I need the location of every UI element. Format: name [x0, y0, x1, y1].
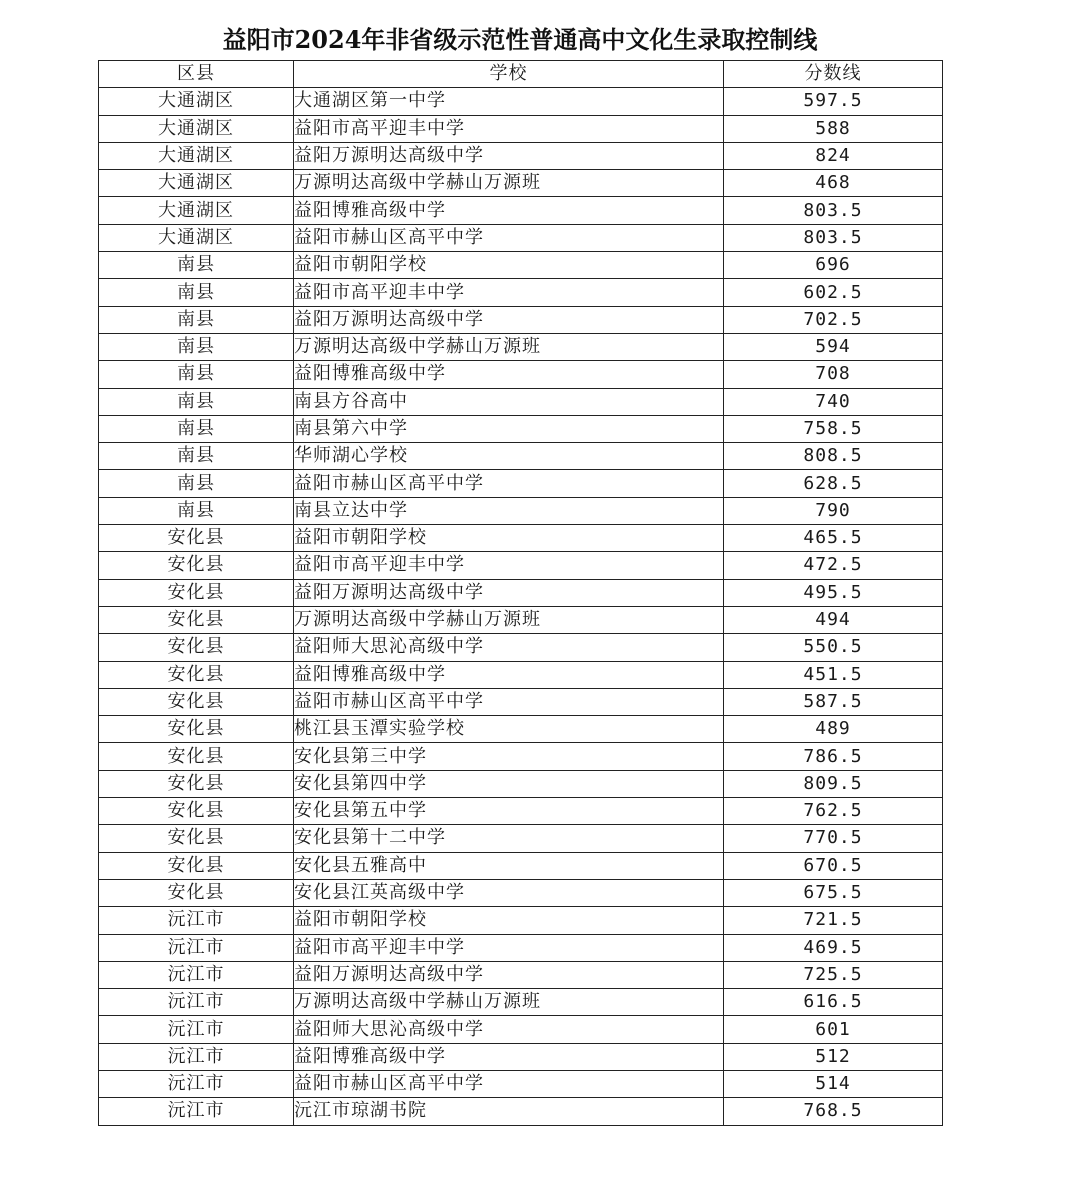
header-district: 区县	[99, 61, 294, 88]
table-row	[99, 716, 943, 743]
district-cell: 安化县	[99, 552, 294, 579]
table-row	[99, 497, 943, 524]
district-cell: 大通湖区	[99, 115, 294, 142]
score-cell: 472.5	[724, 552, 943, 579]
school-cell: 益阳博雅高级中学	[294, 361, 724, 388]
document-title: 益阳市2024年非省级示范性普通高中文化生录取控制线	[222, 25, 818, 54]
table-row	[99, 634, 943, 661]
score-cell: 468	[724, 170, 943, 197]
district-cell: 安化县	[99, 579, 294, 606]
district-cell: 大通湖区	[99, 197, 294, 224]
score-cell: 824	[724, 142, 943, 169]
district-cell: 南县	[99, 388, 294, 415]
district-cell: 南县	[99, 470, 294, 497]
district-cell: 沅江市	[99, 1016, 294, 1043]
table-row	[99, 552, 943, 579]
district-cell: 南县	[99, 252, 294, 279]
header-school: 学校	[294, 61, 724, 88]
table-row	[99, 907, 943, 934]
table-row	[99, 170, 943, 197]
district-cell: 安化县	[99, 825, 294, 852]
district-cell: 安化县	[99, 661, 294, 688]
score-cell: 708	[724, 361, 943, 388]
school-cell: 益阳博雅高级中学	[294, 1043, 724, 1070]
table-row	[99, 688, 943, 715]
school-cell: 益阳市高平迎丰中学	[294, 552, 724, 579]
score-cell: 809.5	[724, 770, 943, 797]
school-cell: 益阳万源明达高级中学	[294, 579, 724, 606]
table-row	[99, 361, 943, 388]
district-cell: 沅江市	[99, 989, 294, 1016]
table-row	[99, 306, 943, 333]
table-row	[99, 879, 943, 906]
district-cell: 安化县	[99, 688, 294, 715]
table-row	[99, 115, 943, 142]
school-cell: 益阳万源明达高级中学	[294, 961, 724, 988]
table-row	[99, 142, 943, 169]
score-cell: 670.5	[724, 852, 943, 879]
school-cell: 益阳市高平迎丰中学	[294, 279, 724, 306]
district-cell: 安化县	[99, 798, 294, 825]
district-cell: 沅江市	[99, 934, 294, 961]
district-cell: 南县	[99, 415, 294, 442]
table-row	[99, 743, 943, 770]
score-cell: 597.5	[724, 88, 943, 115]
school-cell: 安化县第四中学	[294, 770, 724, 797]
table-row	[99, 224, 943, 251]
score-cell: 762.5	[724, 798, 943, 825]
school-cell: 益阳市赫山区高平中学	[294, 1070, 724, 1097]
district-cell: 安化县	[99, 634, 294, 661]
district-cell: 沅江市	[99, 961, 294, 988]
school-cell: 益阳博雅高级中学	[294, 197, 724, 224]
score-cell: 786.5	[724, 743, 943, 770]
table-row	[99, 333, 943, 360]
score-cell: 740	[724, 388, 943, 415]
school-cell: 益阳万源明达高级中学	[294, 306, 724, 333]
score-cell: 495.5	[724, 579, 943, 606]
district-cell: 大通湖区	[99, 224, 294, 251]
district-cell: 南县	[99, 306, 294, 333]
district-cell: 安化县	[99, 606, 294, 633]
score-cell: 451.5	[724, 661, 943, 688]
school-cell: 益阳博雅高级中学	[294, 661, 724, 688]
school-cell: 安化县江英高级中学	[294, 879, 724, 906]
school-cell: 大通湖区第一中学	[294, 88, 724, 115]
score-cell: 494	[724, 606, 943, 633]
score-cell: 602.5	[724, 279, 943, 306]
district-cell: 安化县	[99, 852, 294, 879]
table-row	[99, 798, 943, 825]
school-cell: 沅江市琼湖书院	[294, 1098, 724, 1125]
score-cell: 616.5	[724, 989, 943, 1016]
table-row	[99, 88, 943, 115]
school-cell: 益阳市赫山区高平中学	[294, 688, 724, 715]
score-cell: 601	[724, 1016, 943, 1043]
table-row	[99, 1043, 943, 1070]
school-cell: 万源明达高级中学赫山万源班	[294, 333, 724, 360]
score-cell: 790	[724, 497, 943, 524]
school-cell: 华师湖心学校	[294, 443, 724, 470]
table-row	[99, 961, 943, 988]
table-row	[99, 825, 943, 852]
district-cell: 沅江市	[99, 907, 294, 934]
score-cell: 721.5	[724, 907, 943, 934]
score-cell: 675.5	[724, 879, 943, 906]
school-cell: 益阳市赫山区高平中学	[294, 470, 724, 497]
score-cell: 803.5	[724, 197, 943, 224]
district-cell: 大通湖区	[99, 88, 294, 115]
table-row	[99, 470, 943, 497]
school-cell: 南县立达中学	[294, 497, 724, 524]
district-cell: 南县	[99, 361, 294, 388]
table-row	[99, 197, 943, 224]
school-cell: 万源明达高级中学赫山万源班	[294, 606, 724, 633]
district-cell: 安化县	[99, 879, 294, 906]
school-cell: 万源明达高级中学赫山万源班	[294, 170, 724, 197]
table-header-row	[99, 61, 943, 88]
table-row	[99, 1098, 943, 1125]
school-cell: 益阳师大思沁高级中学	[294, 634, 724, 661]
district-cell: 安化县	[99, 525, 294, 552]
score-table	[98, 60, 943, 1126]
district-cell: 安化县	[99, 743, 294, 770]
district-cell: 安化县	[99, 770, 294, 797]
school-cell: 南县第六中学	[294, 415, 724, 442]
school-cell: 桃江县玉潭实验学校	[294, 716, 724, 743]
score-cell: 512	[724, 1043, 943, 1070]
school-cell: 益阳市赫山区高平中学	[294, 224, 724, 251]
district-cell: 大通湖区	[99, 170, 294, 197]
score-cell: 770.5	[724, 825, 943, 852]
table-row	[99, 934, 943, 961]
table-row	[99, 606, 943, 633]
school-cell: 益阳市高平迎丰中学	[294, 934, 724, 961]
table-row	[99, 770, 943, 797]
district-cell: 沅江市	[99, 1043, 294, 1070]
district-cell: 南县	[99, 497, 294, 524]
score-cell: 768.5	[724, 1098, 943, 1125]
score-cell: 550.5	[724, 634, 943, 661]
table-row	[99, 388, 943, 415]
district-cell: 安化县	[99, 716, 294, 743]
district-cell: 大通湖区	[99, 142, 294, 169]
school-cell: 安化县五雅高中	[294, 852, 724, 879]
score-cell: 628.5	[724, 470, 943, 497]
school-cell: 益阳师大思沁高级中学	[294, 1016, 724, 1043]
school-cell: 益阳市朝阳学校	[294, 907, 724, 934]
table-row	[99, 415, 943, 442]
score-cell: 587.5	[724, 688, 943, 715]
school-cell: 益阳市高平迎丰中学	[294, 115, 724, 142]
table-row	[99, 661, 943, 688]
table-row	[99, 443, 943, 470]
score-cell: 514	[724, 1070, 943, 1097]
table-row	[99, 525, 943, 552]
score-cell: 469.5	[724, 934, 943, 961]
school-cell: 安化县第三中学	[294, 743, 724, 770]
school-cell: 益阳万源明达高级中学	[294, 142, 724, 169]
score-cell: 489	[724, 716, 943, 743]
table-row	[99, 1070, 943, 1097]
school-cell: 安化县第五中学	[294, 798, 724, 825]
score-cell: 702.5	[724, 306, 943, 333]
table-body	[99, 88, 943, 1125]
score-cell: 803.5	[724, 224, 943, 251]
score-cell: 758.5	[724, 415, 943, 442]
district-cell: 南县	[99, 333, 294, 360]
score-cell: 465.5	[724, 525, 943, 552]
district-cell: 南县	[99, 279, 294, 306]
score-cell: 594	[724, 333, 943, 360]
district-cell: 沅江市	[99, 1070, 294, 1097]
district-cell: 沅江市	[99, 1098, 294, 1125]
score-cell: 808.5	[724, 443, 943, 470]
table-row	[99, 989, 943, 1016]
school-cell: 益阳市朝阳学校	[294, 525, 724, 552]
table-row	[99, 579, 943, 606]
score-cell: 725.5	[724, 961, 943, 988]
school-cell: 安化县第十二中学	[294, 825, 724, 852]
score-cell: 696	[724, 252, 943, 279]
header-score: 分数线	[724, 61, 943, 88]
table-row	[99, 279, 943, 306]
table-row	[99, 852, 943, 879]
table-row	[99, 1016, 943, 1043]
score-cell: 588	[724, 115, 943, 142]
school-cell: 南县方谷高中	[294, 388, 724, 415]
district-cell: 南县	[99, 443, 294, 470]
school-cell: 益阳市朝阳学校	[294, 252, 724, 279]
table-row	[99, 252, 943, 279]
school-cell: 万源明达高级中学赫山万源班	[294, 989, 724, 1016]
